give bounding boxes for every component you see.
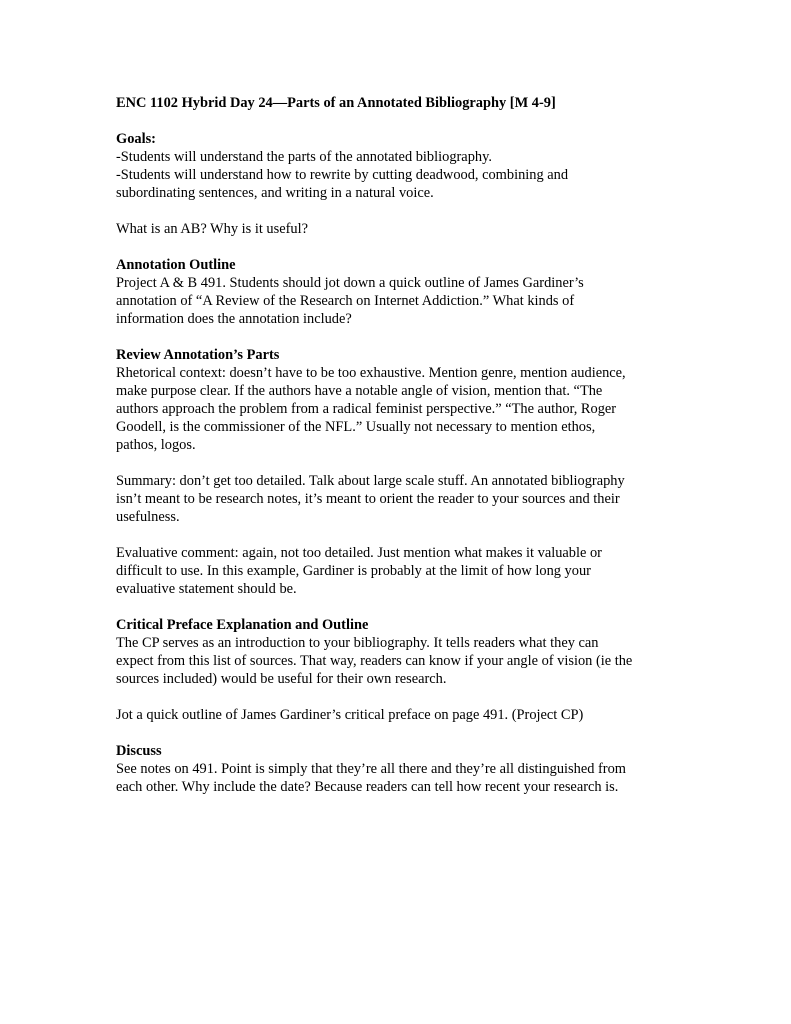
spacer xyxy=(116,454,696,472)
discuss-line: each other. Why include the date? Because readers can tell how recent your research is. xyxy=(116,779,619,795)
rhetorical-context-line: make purpose clear. If the authors have a notable angle of vision, mention that. “The xyxy=(116,383,603,399)
spacer xyxy=(116,688,696,706)
question-line: What is an AB? Why is it useful? xyxy=(116,221,308,237)
goals-heading: Goals: xyxy=(116,131,156,147)
annotation-outline-line: annotation of “A Review of the Research on Internet Addiction.” What kinds of xyxy=(116,293,575,309)
critical-preface-heading: Critical Preface Explanation and Outline xyxy=(116,617,369,633)
summary-line: isn’t meant to be research notes, it’s meant to orient the reader to your sources and their xyxy=(116,491,620,507)
rhetorical-context-line: Rhetorical context: doesn’t have to be too exhaustive. Mention genre, mention audience, xyxy=(116,365,626,381)
annotation-outline-heading: Annotation Outline xyxy=(116,257,236,273)
summary-line: usefulness. xyxy=(116,509,180,525)
spacer xyxy=(116,526,696,544)
discuss-heading: Discuss xyxy=(116,743,162,759)
spacer xyxy=(116,202,696,220)
document-title: ENC 1102 Hybrid Day 24—Parts of an Annotated Bibliography [M 4-9] xyxy=(116,95,556,111)
goals-line: -Students will understand the parts of the annotated bibliography. xyxy=(116,149,492,165)
jot-outline-line: Jot a quick outline of James Gardiner’s critical preface on page 491. (Project CP) xyxy=(116,707,584,723)
goals-line: subordinating sentences, and writing in a natural voice. xyxy=(116,185,434,201)
evaluative-comment-line: Evaluative comment: again, not too detailed. Just mention what makes it valuable or xyxy=(116,545,602,561)
spacer xyxy=(116,598,696,616)
spacer xyxy=(116,238,696,256)
critical-preface-line: The CP serves as an introduction to your bibliography. It tells readers what they can xyxy=(116,635,599,651)
spacer xyxy=(116,724,696,742)
review-parts-heading: Review Annotation’s Parts xyxy=(116,347,280,363)
evaluative-comment-line: evaluative statement should be. xyxy=(116,581,297,597)
spacer xyxy=(116,112,696,130)
summary-line: Summary: don’t get too detailed. Talk about large scale stuff. An annotated bibliography xyxy=(116,473,625,489)
critical-preface-line: sources included) would be useful for their own research. xyxy=(116,671,447,687)
evaluative-comment-line: difficult to use. In this example, Gardiner is probably at the limit of how long your xyxy=(116,563,591,579)
rhetorical-context-line: Goodell, is the commissioner of the NFL.” Usually not necessary to mention ethos, xyxy=(116,419,596,435)
rhetorical-context-line: pathos, logos. xyxy=(116,437,196,453)
rhetorical-context-line: authors approach the problem from a radical feminist perspective.” “The author, Roger xyxy=(116,401,617,417)
annotation-outline-line: Project A & B 491. Students should jot down a quick outline of James Gardiner’s xyxy=(116,275,584,291)
discuss-line: See notes on 491. Point is simply that they’re all there and they’re all distinguished from xyxy=(116,761,626,777)
annotation-outline-line: information does the annotation include? xyxy=(116,311,352,327)
critical-preface-line: expect from this list of sources. That way, readers can know if your angle of vision (ie the xyxy=(116,653,633,669)
spacer xyxy=(116,328,696,346)
document-page xyxy=(116,94,696,796)
goals-line: -Students will understand how to rewrite by cutting deadwood, combining and xyxy=(116,167,569,183)
